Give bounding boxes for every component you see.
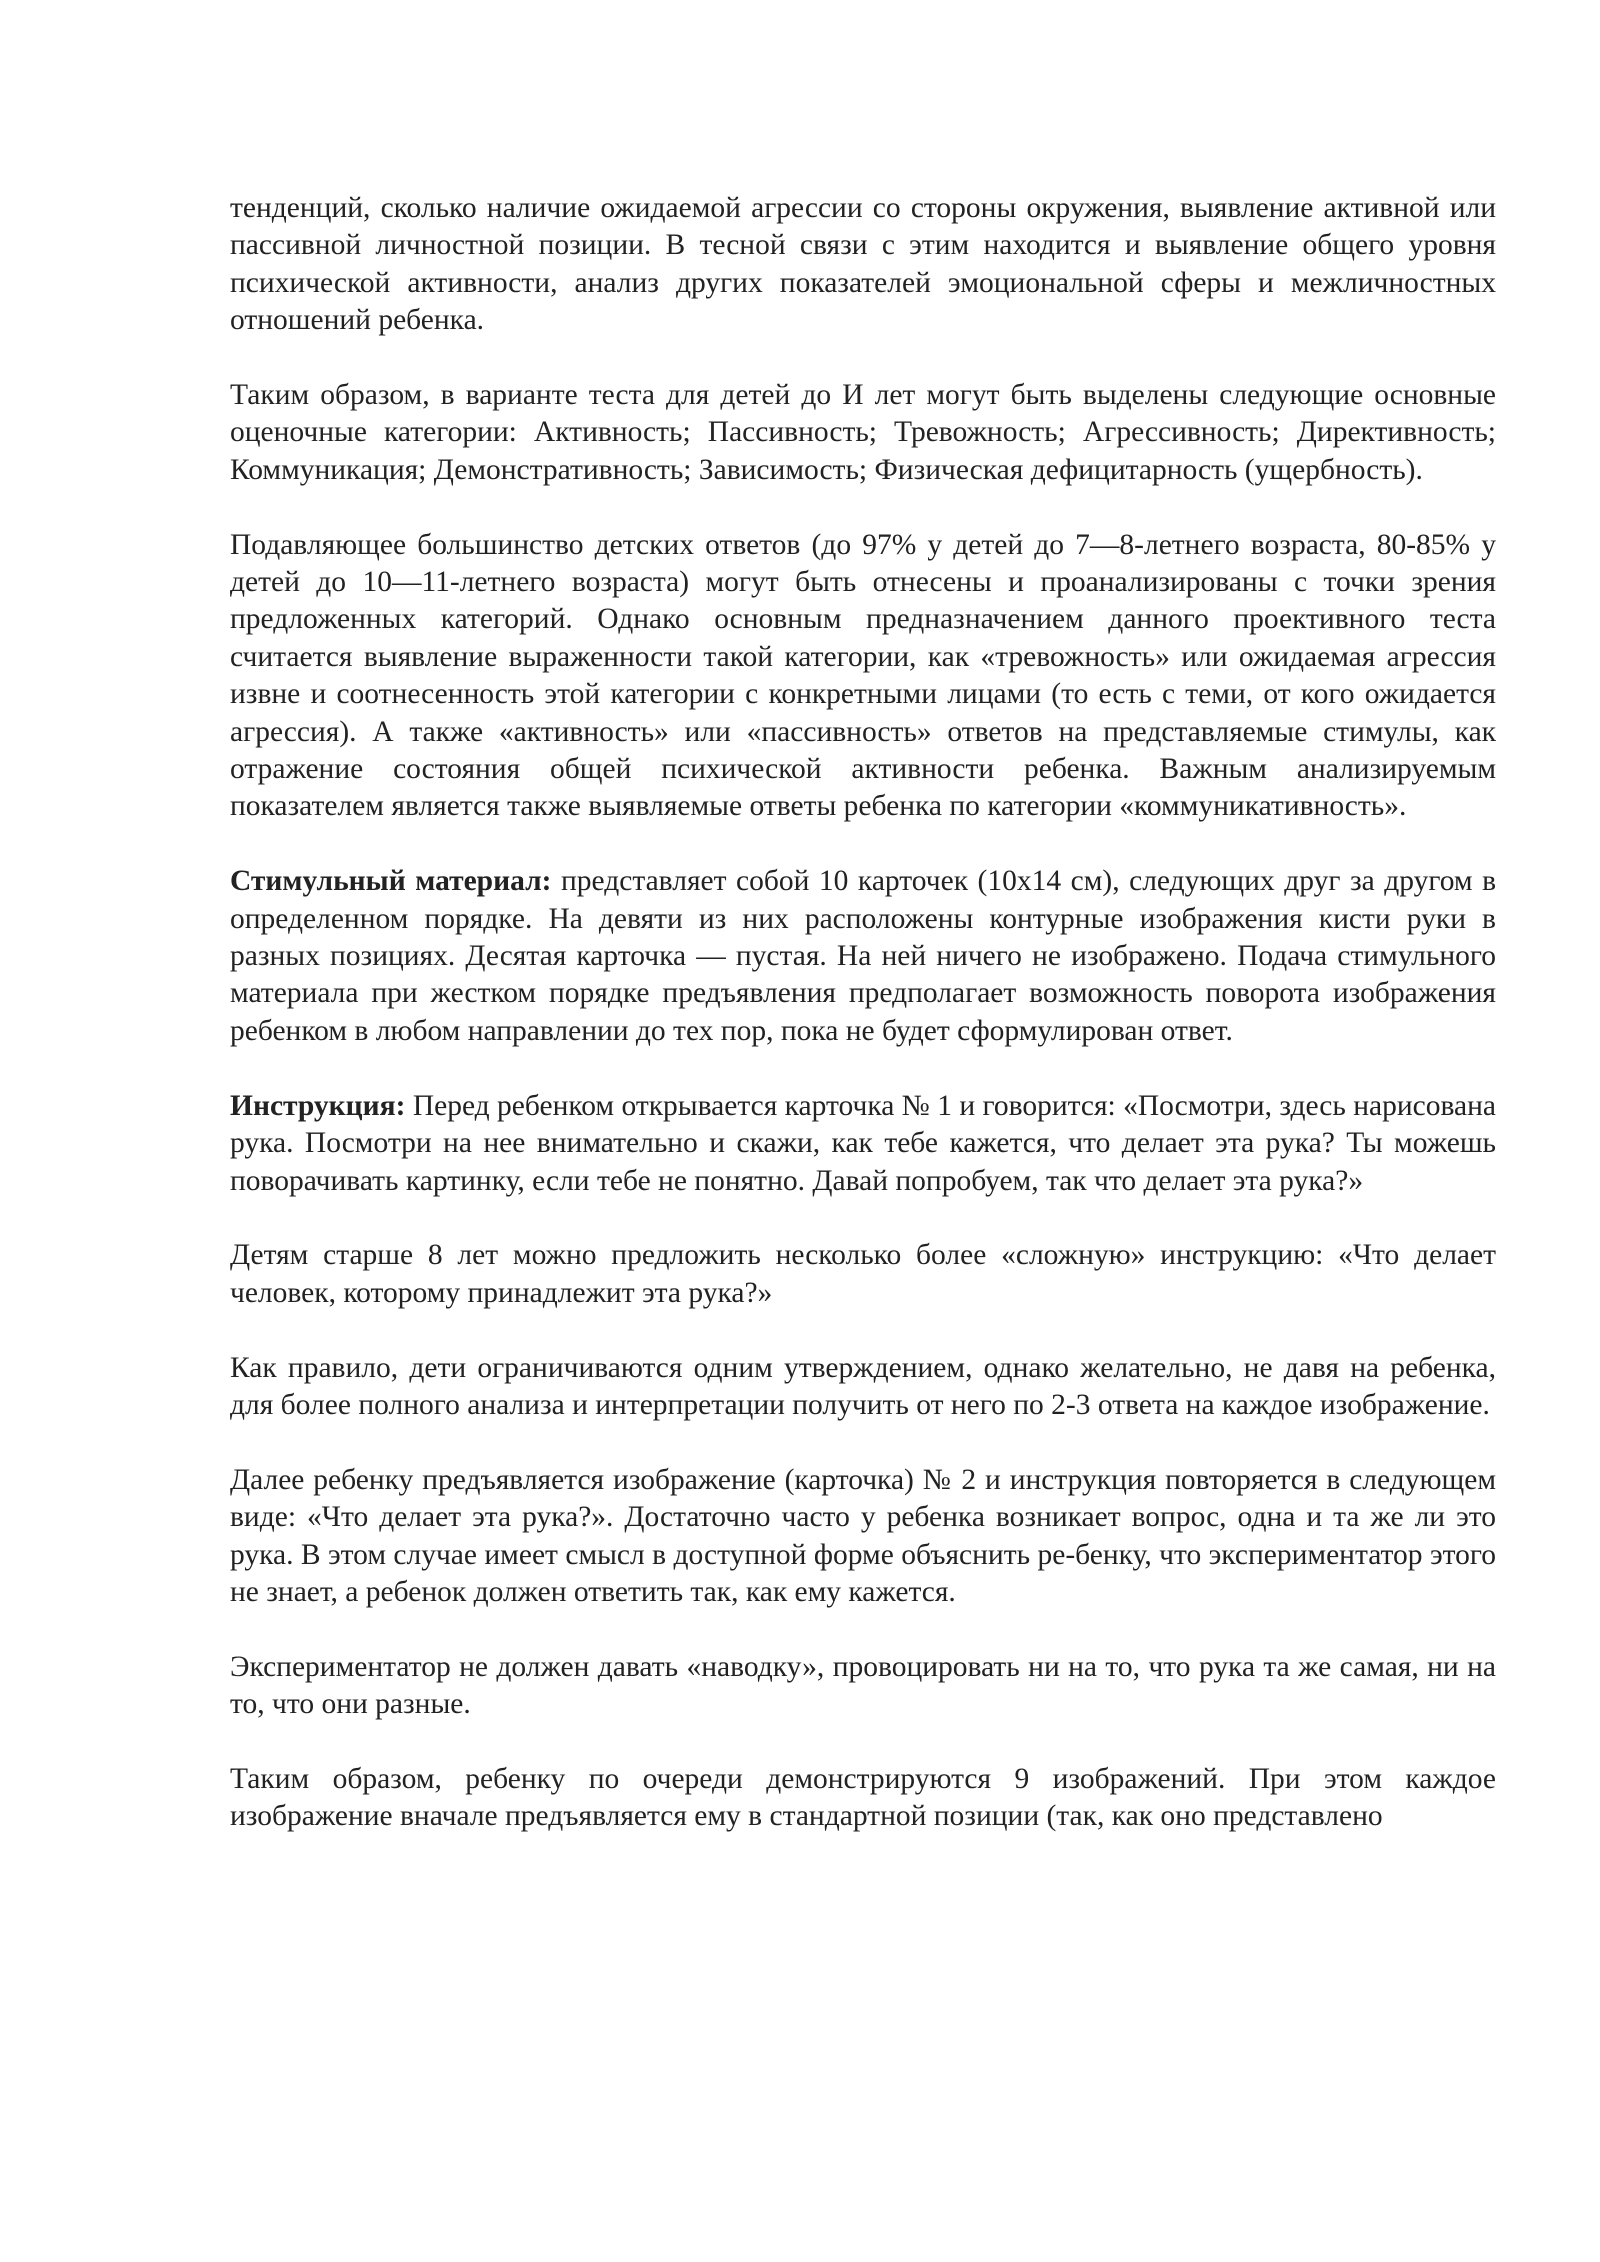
paragraph-8 (230, 1462, 1496, 1612)
paragraph-9 (230, 1649, 1496, 1724)
paragraph-7-text: Как правило, дети ограничиваются одним утверждением, однако желательно, не давя на ребенка, для более полного анализа и интерпретации получить от него по 2-3 ответа на каждое изображение. (230, 1351, 1496, 1421)
paragraph-instruction-text: Перед ребенком открывается карточка № 1 и говорится: «Посмотри, здесь нарисована рука. Посмотри на нее внимательно и скажи, как тебе кажется, что делает эта рука? Ты можешь поворачивать картинку, если тебе не понятно. Давай попробуем, так что делает эта рука?» (230, 1089, 1496, 1197)
paragraph-8-text: Далее ребенку предъявляется изображение (карточка) № 2 и инструкция повторяется в следующем виде: «Что делает эта рука?». Достаточно часто у ребенка возникает вопрос, одна и та же ли это рука. В этом случае имеет смысл в доступной форме объяснить ре-бенку, что экспериментатор этого не знает, а ребенок должен ответить так, как ему кажется. (230, 1463, 1496, 1608)
paragraph-9-text: Экспериментатор не должен давать «наводку», провоцировать ни на то, что рука та же самая, ни на то, что они разные. (230, 1650, 1496, 1721)
paragraph-1-text: тенденций, сколько наличие ожидаемой агрессии со стороны окружения, выявление активной или пассивной личностной позиции. В тесной связи с этим находится и выявление общего уровня психической активности, анализ других показателей эмоциональной сферы и межличностных отношений ребенка. (230, 192, 1496, 337)
paragraph-stimulus-material-text: представляет собой 10 карточек (10х14 см), следующих друг за другом в определенном порядке. На девяти из них расположены контурные изображения кисти руки в разных позициях. Десятая карточка — пустая. На ней ничего не изображено. Подача стимульного материала при жестком порядке предъявления предполагает возможность поворота изображения ребенком в любом направлении до тех пор, пока не будет сформулирован ответ. (230, 865, 1496, 1047)
paragraph-stimulus-material (230, 863, 1496, 1050)
document-page (230, 190, 1496, 1873)
paragraph-3 (230, 527, 1496, 826)
paragraph-10-text: Таким образом, ребенку по очереди демонстрируются 9 изображений. При этом каждое изображение вначале предъявляется ему в стандартной позиции (так, как оно представлено (230, 1762, 1496, 1833)
paragraph-instruction-lead: Инструкция: (230, 1089, 406, 1122)
paragraph-2-text: Таким образом, в варианте теста для детей до И лет могут быть выделены следующие основные оценочные категории: Активность; Пассивность; Тревожность; Агрессивность; Директивность; Коммуникация; Демонстративность; Зависимость; Физическая дефицитарность (ущербность). (230, 379, 1496, 486)
paragraph-6 (230, 1237, 1496, 1312)
paragraph-instruction (230, 1088, 1496, 1200)
paragraph-6-text: Детям старше 8 лет можно предложить несколько более «сложную» инструкцию: «Что делает человек, которому принадлежит эта рука?» (230, 1239, 1496, 1309)
paragraph-1 (230, 190, 1496, 340)
paragraph-3-text: Подавляющее большинство детских ответов (до 97% у детей до 7—8-летнего возраста, 80-85% у детей до 10—11-летнего возраста) могут быть отнесены и проанализированы с точки зрения предложенных категорий. Однако основным предназначением данного проективного теста считается выявление выраженности такой категории, как «тревожность» или ожидаемая агрессия извне и соотнесенность этой категории с конкретными лицами (то есть с теми, от кого ожидается агрессия). А также «активность» или «пассивность» ответов на представляемые стимулы, как отражение состояния общей психической активности ребенка. Важным анализируемым показателем является также выявляемые ответы ребенка по категории «коммуникативность». (230, 528, 1496, 823)
paragraph-2 (230, 377, 1496, 489)
paragraph-10 (230, 1761, 1496, 1836)
paragraph-7 (230, 1350, 1496, 1425)
paragraph-stimulus-material-lead: Стимульный материал: (230, 865, 552, 898)
